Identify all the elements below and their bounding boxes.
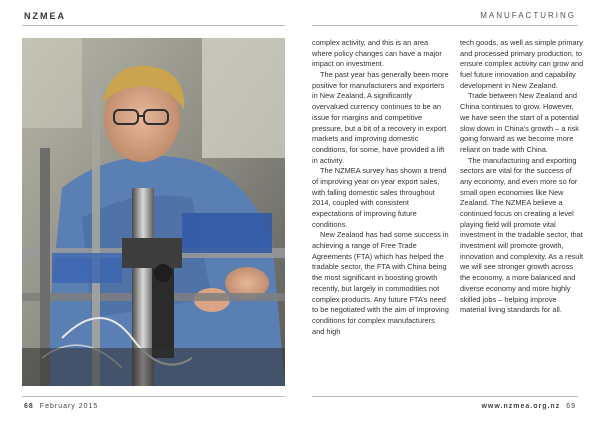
- header-rule-left: [22, 25, 285, 26]
- header-rule-right: [312, 25, 578, 26]
- website-url[interactable]: www.nzmea.org.nz: [481, 403, 561, 410]
- factory-worker-photo: [22, 38, 285, 386]
- article-paragraph: complex activity, and this is an area where policy changes can have a major impact on investment.: [312, 38, 442, 69]
- article-column-2: [460, 38, 584, 316]
- footer-right: [481, 403, 576, 410]
- magazine-brand: NZMEA: [24, 11, 66, 21]
- article-paragraph: The manufacturing and exporting sectors are vital for the success of any economy, and even more so for small open economies like New Zealand. The NZMEA believe a continued focus on creating a level playing field will promote vital investment in the tradable sector, that investment will promote growth, innovation and complexity. As a result we will see stronger growth across the economy, a more balanced and diverse economy and more highly skilled jobs – helping improve material living standards for all.: [460, 155, 584, 315]
- issue-date: February 2015: [39, 403, 99, 410]
- article-paragraph: tech goods, as well as simple primary and processed primary production, to ensure complex activity can grow and fuel future innovation and capability development in New Zealand.: [460, 38, 584, 90]
- article-paragraph: New Zealand has had some success in achieving a range of Free Trade Agreements (FTA) which has helped the tradable sector, the FTA with China being the most significant in boosting growth recently, but largely in commodities not complex products. Any future FTA’s need to be negotiated with the aim of improving conditions for complex manufacturers and high: [312, 230, 449, 336]
- article-column-1: [312, 38, 449, 337]
- photo-illustration: [22, 38, 285, 386]
- article-paragraph: The past year has generally been more positive for manufacturers and exporters in New Zealand. A significantly overvalued currency continues to be an issue for margins and competitive pressure, but a bit of a recovery in export markets and improving domestic conditions, for some, have provided a lift in activity.: [312, 70, 449, 165]
- section-title: MANUFACTURING: [480, 11, 576, 20]
- article-paragraph: Trade between New Zealand and China continues to grow. However, we have seen the start of a potential slow down in China’s growth – a risk going forward as we become more reliant on trade with China.: [460, 91, 579, 154]
- article-paragraph: The NZMEA survey has shown a trend of improving year on year export sales, with falling domestic sales throughout 2014, coupled with consistent expectations of improving future conditions.: [312, 166, 447, 229]
- left-page-number: 68: [24, 403, 34, 410]
- right-page-number: 69: [566, 403, 576, 410]
- footer-rule-left: [22, 396, 285, 397]
- footer-rule-right: [312, 396, 578, 397]
- footer-left: [24, 403, 98, 410]
